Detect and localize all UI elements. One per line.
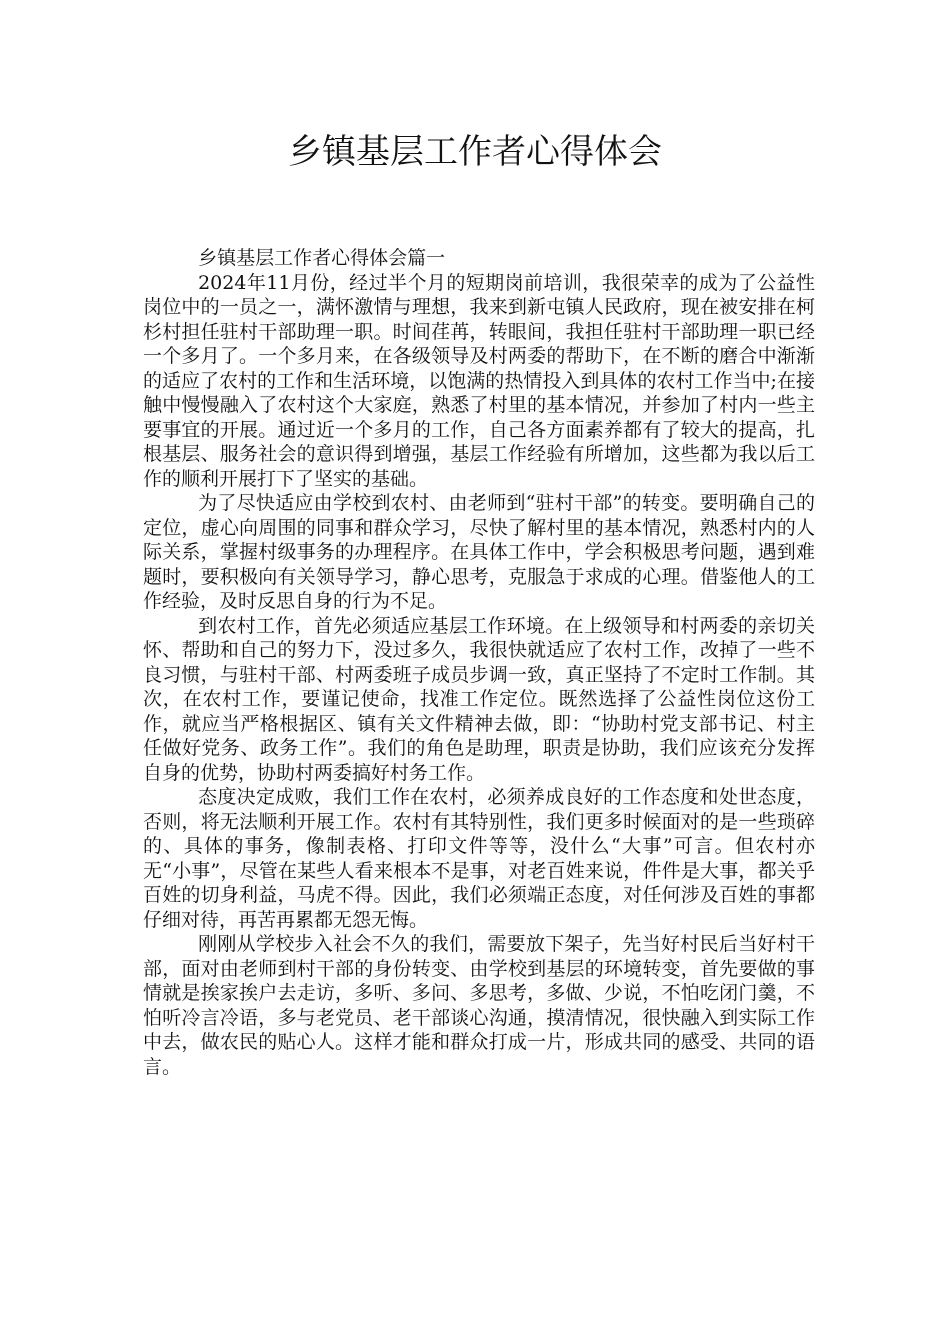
document-title: 乡镇基层工作者心得体会: [288, 132, 662, 172]
paragraph-3: 到农村工作，首先必须适应基层工作环境。在上级领导和村两委的亲切关怀、帮助和自己的努力下，没过多久，我很快就适应了农村工作，改掉了一些不良习惯，与驻村干部、村两委班子成员步调一致，真正坚持了不定时工作制。其次，在农村工作，要谨记使命，找准工作定位。既然选择了公益性岗位这份工作，就应当严格根据区、镇有关文件精神去做，即：“协助村党支部书记、村主任做好党务、政务工作”。我们的角色是助理，职责是协助，我们应该充分发挥自身的优势，协助村两委搞好村务工作。: [143, 614, 815, 784]
paragraph-2: 为了尽快适应由学校到农村、由老师到“驻村干部”的转变。要明确自己的定位，虚心向周围的同事和群众学习，尽快了解村里的基本情况，熟悉村内的人际关系，掌握村级事务的办理程序。在具体工作中，学会积极思考问题，遇到难题时，要积极向有关领导学习，静心思考，克服急于求成的心理。借鉴他人的工作经验，及时反思自身的行为不足。: [143, 492, 815, 612]
paragraph-5: 刚刚从学校步入社会不久的我们，需要放下架子，先当好村民后当好村干部，面对由老师到村干部的身份转变、由学校到基层的环境转变，首先要做的事情就是挨家挨户去走访，多听、多问、多思考，多做、少说，不怕吃闭门羹，不怕听冷言冷语，多与老党员、老干部谈心沟通，摸清情况，很快融入到实际工作中去，做农民的贴心人。这样才能和群众打成一片，形成共同的感受、共同的语言。: [143, 933, 815, 1078]
paragraph-1: 2024年11月份，经过半个月的短期岗前培训，我很荣幸的成为了公益性岗位中的一员之一，满怀激情与理想，我来到新屯镇人民政府，现在被安排在柯杉村担任驻村干部助理一职。时间荏苒，转眼间，我担任驻村干部助理一职已经一个多月了。一个多月来，在各级领导及村两委的帮助下，在不断的磨合中渐渐的适应了农村的工作和生活环境，以饱满的热情投入到具体的农村工作当中;在接触中慢慢融入了农村这个大家庭，熟悉了村里的基本情况，并参加了村内一些主要事宜的开展。通过近一个多月的工作，自己各方面素养都有了较大的提高，扎根基层、服务社会的意识得到增强，基层工作经验有所增加，这些都为我以后工作的顺利开展打下了坚实的基础。: [143, 271, 815, 490]
section-heading: 乡镇基层工作者心得体会篇一: [198, 247, 446, 269]
document-body: [143, 246, 815, 1079]
paragraph-4: 态度决定成败，我们工作在农村，必须养成良好的工作态度和处世态度，否则，将无法顺利开展工作。农村有其特别性，我们更多时候面对的是一些琐碎的、具体的事务，像制表格、打印文件等等，没什么“大事”可言。但农村亦无“小事”，尽管在某些人看来根本不是事，对老百姓来说，件件是大事，都关乎百姓的切身利益，马虎不得。因此，我们必须端正态度，对任何涉及百姓的事都仔细对待，再苦再累都无怨无悔。: [143, 786, 815, 931]
